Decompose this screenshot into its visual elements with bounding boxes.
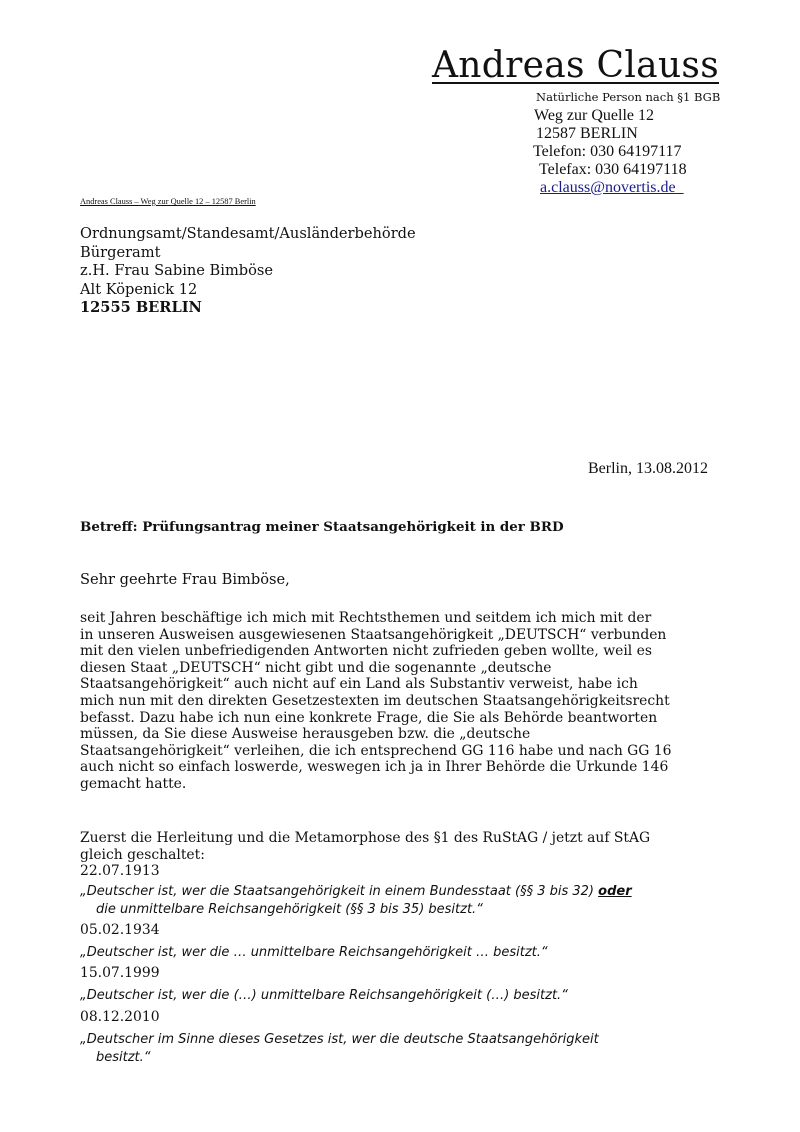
law-date-2010: 08.12.2010 <box>80 1009 160 1025</box>
law-date-1913: 22.07.1913 <box>80 863 160 879</box>
quote-line <box>80 883 760 901</box>
body-paragraph <box>80 610 720 793</box>
intro-line: gleich geschaltet: <box>80 846 205 863</box>
body-line: Staatsangehörigkeit“ auch nicht auf ein Land als Substantiv verweist, habe ich <box>80 676 638 693</box>
body-line: Staatsangehörigkeit“ verleihen, die ich entsprechend GG 116 habe und nach GG 16 <box>80 742 672 759</box>
quote-text: „Deutscher ist, wer die (…) unmittelbare Reichsangehörigkeit (…) besitzt.“ <box>80 988 568 1003</box>
recipient-line-3: z.H. Frau Sabine Bimböse <box>80 262 274 279</box>
return-address: Andreas Clauss – Weg zur Quelle 12 – 12587 Berlin <box>80 197 256 206</box>
recipient-address <box>80 225 416 318</box>
body-line: müssen, da Sie diese Ausweise herausgeben bzw. die „deutsche <box>80 726 531 743</box>
sender-fax: Telefax: 030 64197118 <box>539 161 687 178</box>
body-line: auch nicht so einfach loswerde, weswegen ich ja in Ihrer Behörde die Urkunde 146 <box>80 759 669 776</box>
body-line: gemacht hatte. <box>80 775 187 792</box>
sender-email-link[interactable]: a.clauss@novertis.de <box>540 179 676 196</box>
salutation: Sehr geehrte Frau Bimböse, <box>80 571 290 588</box>
quote-continuation: besitzt.“ <box>96 1050 151 1065</box>
sender-subtitle: Natürliche Person nach §1 BGB <box>536 90 721 104</box>
quote-emphasis-oder: oder <box>598 884 632 899</box>
recipient-line-4: Alt Köpenick 12 <box>80 280 198 298</box>
recipient-city: 12555 BERLIN <box>80 299 202 316</box>
law-date-1934: 05.02.1934 <box>80 922 160 938</box>
quote-continuation: die unmittelbare Reichsangehörigkeit (§§ 3 bis 35) besitzt.“ <box>96 902 483 917</box>
sender-name: Andreas Clauss <box>432 45 719 86</box>
body-line: mich nun mit den direkten Gesetzestexten im deutschen Staatsangehörigkeitsrecht <box>80 692 670 709</box>
law-quote-2010 <box>80 1031 760 1067</box>
body-line: befasst. Dazu habe ich nun eine konkrete Frage, die Sie als Behörde beantworten <box>80 709 658 726</box>
intro-paragraph <box>80 830 720 863</box>
intro-line: Zuerst die Herleitung und die Metamorphose des §1 des RuStAG / jetzt auf StAG <box>80 830 651 846</box>
email-underline-trail <box>676 179 684 196</box>
sender-phone: Telefon: 030 64197117 <box>533 143 682 160</box>
law-date-1999: 15.07.1999 <box>80 965 160 981</box>
recipient-line-1: Ordnungsamt/Standesamt/Ausländerbehörde <box>80 225 416 242</box>
body-line: mit den vielen unbefriedigenden Antworten nicht zufrieden geben wollte, weil es <box>80 643 652 660</box>
law-quote-1913 <box>80 883 760 919</box>
letter-subject: Betreff: Prüfungsantrag meiner Staatsangehörigkeit in der BRD <box>80 519 564 535</box>
quote-text: „Deutscher ist, wer die Staatsangehörigkeit in einem Bundesstaat (§§ 3 bis 32) <box>80 884 599 899</box>
letter-date: Berlin, 13.08.2012 <box>588 460 708 477</box>
quote-text: „Deutscher im Sinne dieses Gesetzes ist, wer die deutsche Staatsangehörigkeit <box>80 1032 599 1047</box>
body-line: seit Jahren beschäftige ich mich mit Rechtsthemen und seitdem ich mich mit der <box>80 610 652 626</box>
sender-city: 12587 BERLIN <box>536 125 638 142</box>
recipient-line-2: Bürgeramt <box>80 243 161 261</box>
law-quote-1934 <box>80 944 760 962</box>
body-line: diesen Staat „DEUTSCH“ nicht gibt und die sogenannte „deutsche <box>80 659 552 676</box>
law-quote-1999 <box>80 987 760 1005</box>
sender-email-wrap <box>540 179 684 197</box>
sender-street: Weg zur Quelle 12 <box>534 107 654 124</box>
quote-text: „Deutscher ist, wer die … unmittelbare Reichsangehörigkeit … besitzt.“ <box>80 945 548 960</box>
body-line: in unseren Ausweisen ausgewiesenen Staatsangehörigkeit „DEUTSCH“ verbunden <box>80 626 667 643</box>
